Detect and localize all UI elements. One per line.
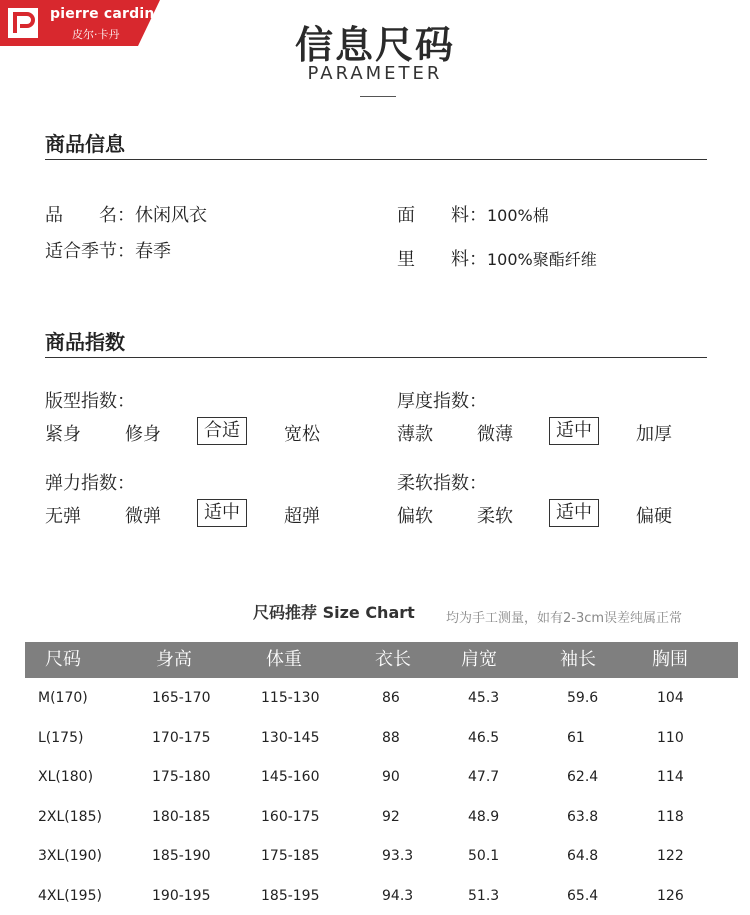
lining-label: 里 料： — [397, 249, 487, 270]
thickness-index-label: 厚度指数： — [397, 391, 487, 412]
cell-sleeve: 65.4 — [567, 888, 599, 904]
cell-height: 185-190 — [152, 848, 211, 864]
title-divider — [360, 96, 396, 97]
cell-shoulder: 48.9 — [468, 809, 500, 825]
cell-size: 3XL(190) — [38, 848, 102, 864]
cell-chest: 110 — [657, 730, 684, 746]
lining-row — [397, 245, 597, 271]
brand-name: pierre cardin — [50, 6, 155, 22]
column-header-chest: 胸围 — [652, 649, 688, 670]
column-header-length: 衣长 — [375, 649, 411, 670]
cell-size: L(175) — [38, 730, 84, 746]
softness-option: 柔软 — [477, 506, 513, 527]
fit-index-label: 版型指数： — [45, 391, 135, 412]
thickness-option: 微薄 — [477, 424, 513, 445]
cell-weight: 145-160 — [261, 769, 320, 785]
table-row — [0, 730, 750, 750]
season-row — [45, 237, 171, 263]
cell-size: 4XL(195) — [38, 888, 102, 904]
brand-name-cn: 皮尔·卡丹 — [72, 28, 120, 41]
elasticity-option: 无弹 — [45, 506, 81, 527]
fit-option-selected: 合适 — [197, 417, 247, 445]
cell-chest: 118 — [657, 809, 684, 825]
cell-length: 86 — [382, 690, 400, 706]
product-name-value: 休闲风衣 — [135, 205, 207, 226]
thickness-option: 薄款 — [397, 424, 433, 445]
cell-height: 165-170 — [152, 690, 211, 706]
cell-chest: 114 — [657, 769, 684, 785]
fit-option: 修身 — [125, 424, 161, 445]
season-value: 春季 — [135, 241, 171, 262]
fabric-label: 面 料： — [397, 205, 487, 226]
page-subtitle: PARAMETER — [307, 63, 443, 84]
column-header-weight: 体重 — [266, 649, 302, 670]
page-title: 信息尺码 — [294, 23, 455, 67]
size-chart-note: 均为手工测量，如有2-3cm误差纯属正常 — [446, 611, 683, 626]
cell-chest: 104 — [657, 690, 684, 706]
product-info-heading: 商品信息 — [45, 132, 125, 156]
softness-index-label: 柔软指数： — [397, 473, 487, 494]
cell-shoulder: 47.7 — [468, 769, 500, 785]
softness-option: 偏软 — [397, 506, 433, 527]
cell-size: M(170) — [38, 690, 88, 706]
cell-length: 90 — [382, 769, 400, 785]
product-name-row — [45, 201, 207, 227]
cell-height: 190-195 — [152, 888, 211, 904]
table-row — [0, 809, 750, 829]
size-chart-title: 尺码推荐 Size Chart — [253, 603, 415, 622]
thickness-option-selected: 适中 — [549, 417, 599, 445]
cell-weight: 185-195 — [261, 888, 320, 904]
column-header-sleeve: 袖长 — [560, 649, 596, 670]
product-index-divider — [45, 357, 707, 358]
cell-size: 2XL(185) — [38, 809, 102, 825]
cell-length: 92 — [382, 809, 400, 825]
cell-length: 94.3 — [382, 888, 414, 904]
cell-weight: 130-145 — [261, 730, 320, 746]
lining-value: 100%聚酯纤维 — [487, 250, 597, 269]
cell-shoulder: 50.1 — [468, 848, 500, 864]
cell-length: 93.3 — [382, 848, 414, 864]
cell-size: XL(180) — [38, 769, 94, 785]
fit-option: 紧身 — [45, 424, 81, 445]
cell-chest: 122 — [657, 848, 684, 864]
cell-shoulder: 51.3 — [468, 888, 500, 904]
table-row — [0, 690, 750, 710]
cell-sleeve: 64.8 — [567, 848, 599, 864]
product-info-divider — [45, 159, 707, 160]
table-row — [0, 888, 750, 908]
elasticity-option: 超弹 — [284, 506, 320, 527]
fabric-row — [397, 201, 549, 227]
size-table-header — [25, 642, 738, 678]
cell-height: 175-180 — [152, 769, 211, 785]
table-row — [0, 848, 750, 868]
cell-sleeve: 63.8 — [567, 809, 599, 825]
cell-sleeve: 59.6 — [567, 690, 599, 706]
cell-weight: 175-185 — [261, 848, 320, 864]
fit-option: 宽松 — [284, 424, 320, 445]
cell-chest: 126 — [657, 888, 684, 904]
cell-weight: 160-175 — [261, 809, 320, 825]
product-name-label: 品 名： — [45, 205, 135, 226]
season-label: 适合季节： — [45, 241, 135, 262]
product-index-heading: 商品指数 — [45, 330, 125, 354]
thickness-option: 加厚 — [636, 424, 672, 445]
cell-height: 170-175 — [152, 730, 211, 746]
cell-length: 88 — [382, 730, 400, 746]
elasticity-option: 微弹 — [125, 506, 161, 527]
cell-shoulder: 45.3 — [468, 690, 500, 706]
cell-sleeve: 62.4 — [567, 769, 599, 785]
fabric-value: 100%棉 — [487, 206, 549, 225]
cell-height: 180-185 — [152, 809, 211, 825]
table-row — [0, 769, 750, 789]
column-header-size: 尺码 — [45, 649, 81, 670]
column-header-shoulder: 肩宽 — [461, 649, 497, 670]
cell-shoulder: 46.5 — [468, 730, 500, 746]
softness-option: 偏硬 — [636, 506, 672, 527]
cell-weight: 115-130 — [261, 690, 320, 706]
elasticity-option-selected: 适中 — [197, 499, 247, 527]
elasticity-index-label: 弹力指数： — [45, 473, 135, 494]
cell-sleeve: 61 — [567, 730, 585, 746]
column-header-height: 身高 — [156, 649, 192, 670]
softness-option-selected: 适中 — [549, 499, 599, 527]
